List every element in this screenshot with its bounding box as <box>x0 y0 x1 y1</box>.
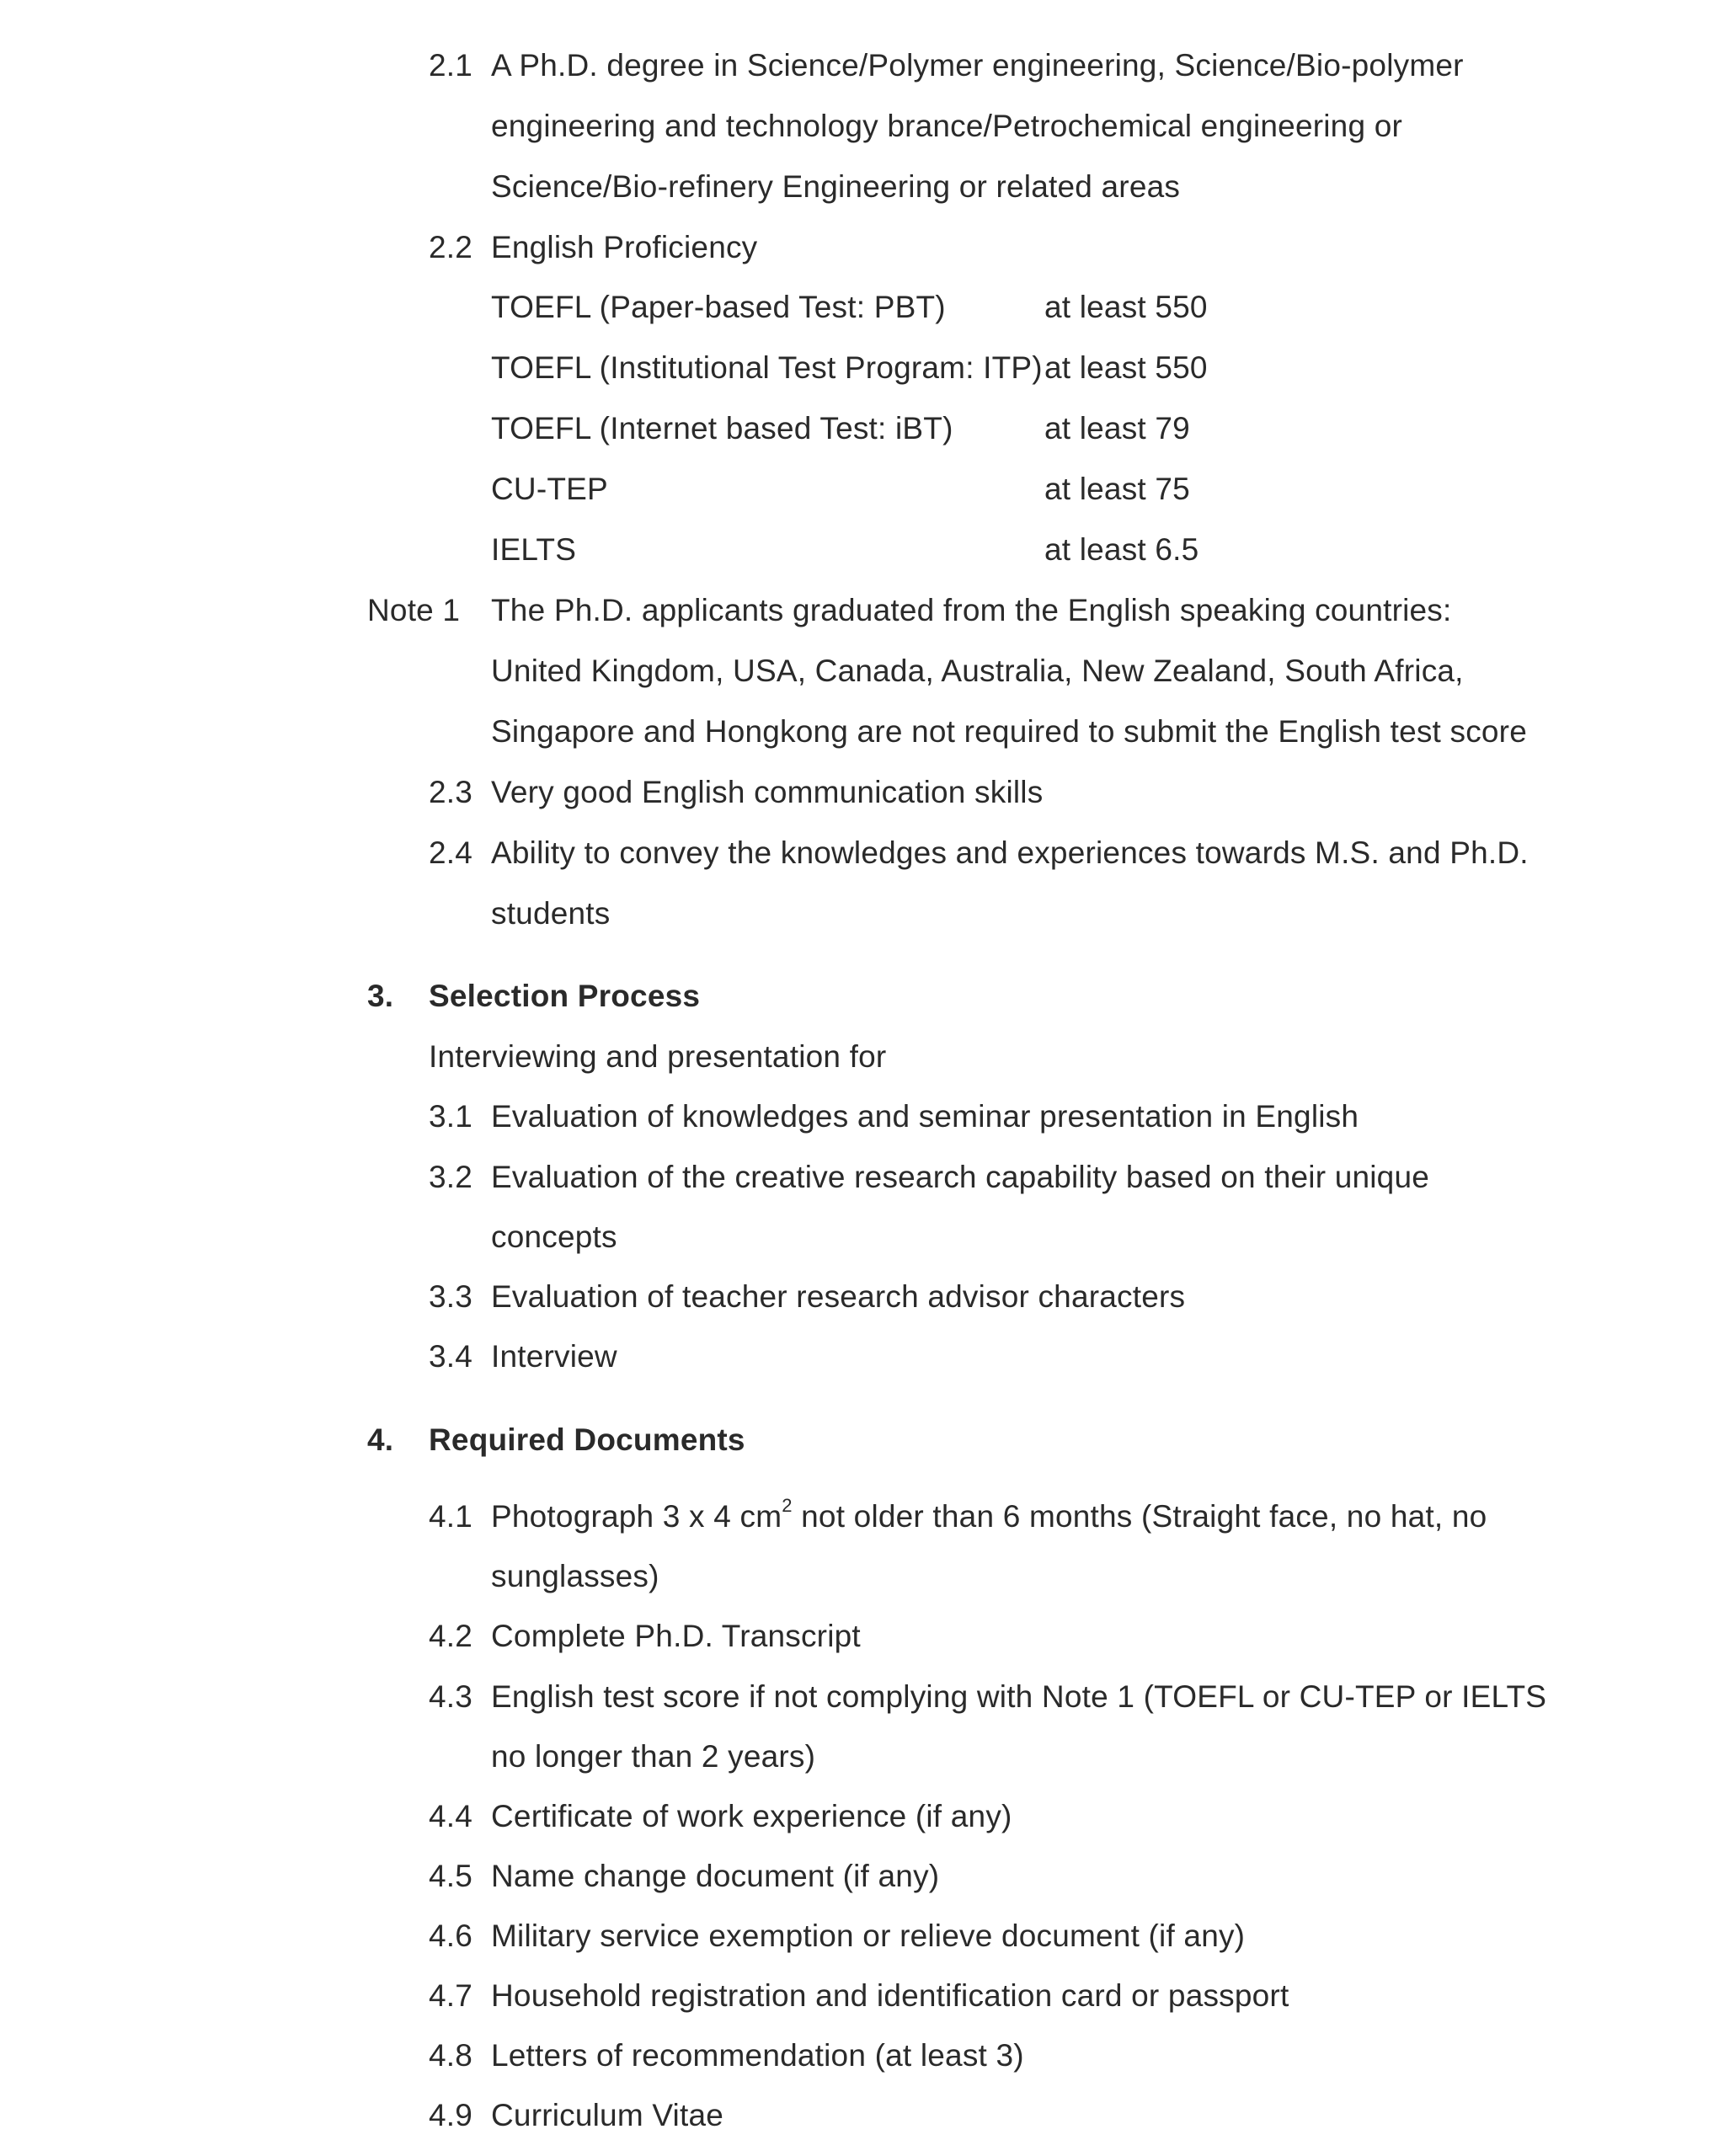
item-text: sunglasses) <box>491 1559 659 1593</box>
note-text: Singapore and Hongkong are not required to submit the English test score <box>491 714 1527 749</box>
item-text: Household registration and identification card or passport <box>491 1978 1289 2013</box>
item-text: Curriculum Vitae <box>491 2098 724 2132</box>
item-text: A Ph.D. degree in Science/Polymer engineering, Science/Bio-polymer <box>491 48 1464 83</box>
item-number: 4.4 <box>429 1799 473 1833</box>
item-text: engineering and technology brance/Petrochemical engineering or <box>491 109 1403 143</box>
item-number: 2.4 <box>429 835 473 870</box>
item-text: Evaluation of teacher research advisor characters <box>491 1279 1186 1314</box>
section-number: 3. <box>367 979 394 1013</box>
item-text: Complete Ph.D. Transcript <box>491 1619 861 1653</box>
item-text: Letters of recommendation (at least 3) <box>491 2038 1024 2073</box>
test-name: TOEFL (Institutional Test Program: ITP) <box>491 350 1043 385</box>
test-name: TOEFL (Internet based Test: iBT) <box>491 411 953 446</box>
item-number: 2.2 <box>429 230 473 264</box>
item-number: 3.1 <box>429 1099 473 1134</box>
test-score: at least 75 <box>1044 472 1190 506</box>
test-name: IELTS <box>491 532 577 567</box>
test-score: at least 550 <box>1044 290 1208 324</box>
item-number: 4.8 <box>429 2038 473 2073</box>
item-text: Certificate of work experience (if any) <box>491 1799 1012 1833</box>
item-text-part: not older than 6 months (Straight face, no hat, no <box>792 1499 1487 1534</box>
item-text: Evaluation of the creative research capability based on their unique <box>491 1160 1430 1194</box>
test-score: at least 79 <box>1044 411 1190 446</box>
item-text: Evaluation of knowledges and seminar presentation in English <box>491 1099 1359 1134</box>
item-number: 4.3 <box>429 1679 473 1714</box>
item-text: Military service exemption or relieve document (if any) <box>491 1919 1246 1953</box>
item-number: 4.6 <box>429 1919 473 1953</box>
item-text: Interview <box>491 1339 617 1374</box>
item-text: Science/Bio-refinery Engineering or related areas <box>491 169 1181 204</box>
item-text <box>491 1497 1487 1536</box>
test-score: at least 550 <box>1044 350 1208 385</box>
item-text: English Proficiency <box>491 230 758 264</box>
section-intro: Interviewing and presentation for <box>429 1039 887 1074</box>
item-text: no longer than 2 years) <box>491 1739 816 1774</box>
item-number: 4.2 <box>429 1619 473 1653</box>
item-text: concepts <box>491 1219 617 1254</box>
test-score: at least 6.5 <box>1044 532 1199 567</box>
item-number: 2.1 <box>429 48 473 83</box>
item-text: English test score if not complying with Note 1 (TOEFL or CU-TEP or IELTS <box>491 1679 1547 1714</box>
item-number: 3.4 <box>429 1339 473 1374</box>
section-heading: Selection Process <box>429 979 701 1013</box>
item-text: Very good English communication skills <box>491 775 1044 809</box>
item-text: Ability to convey the knowledges and experiences towards M.S. and Ph.D. <box>491 835 1529 870</box>
item-text: Name change document (if any) <box>491 1859 940 1893</box>
note-text: United Kingdom, USA, Canada, Australia, New Zealand, South Africa, <box>491 654 1464 688</box>
note-label: Note 1 <box>367 593 461 627</box>
item-number: 4.5 <box>429 1859 473 1893</box>
test-name: TOEFL (Paper-based Test: PBT) <box>491 290 946 324</box>
item-text-part: Photograph 3 x 4 cm <box>491 1499 782 1534</box>
test-name: CU-TEP <box>491 472 608 506</box>
item-text: students <box>491 896 611 931</box>
superscript: 2 <box>782 1495 793 1516</box>
item-number: 4.1 <box>429 1499 473 1534</box>
item-number: 2.3 <box>429 775 473 809</box>
item-number: 3.3 <box>429 1279 473 1314</box>
note-text: The Ph.D. applicants graduated from the English speaking countries: <box>491 593 1452 627</box>
section-heading: Required Documents <box>429 1422 745 1457</box>
section-number: 4. <box>367 1422 394 1457</box>
item-number: 4.7 <box>429 1978 473 2013</box>
item-number: 3.2 <box>429 1160 473 1194</box>
item-number: 4.9 <box>429 2098 473 2132</box>
